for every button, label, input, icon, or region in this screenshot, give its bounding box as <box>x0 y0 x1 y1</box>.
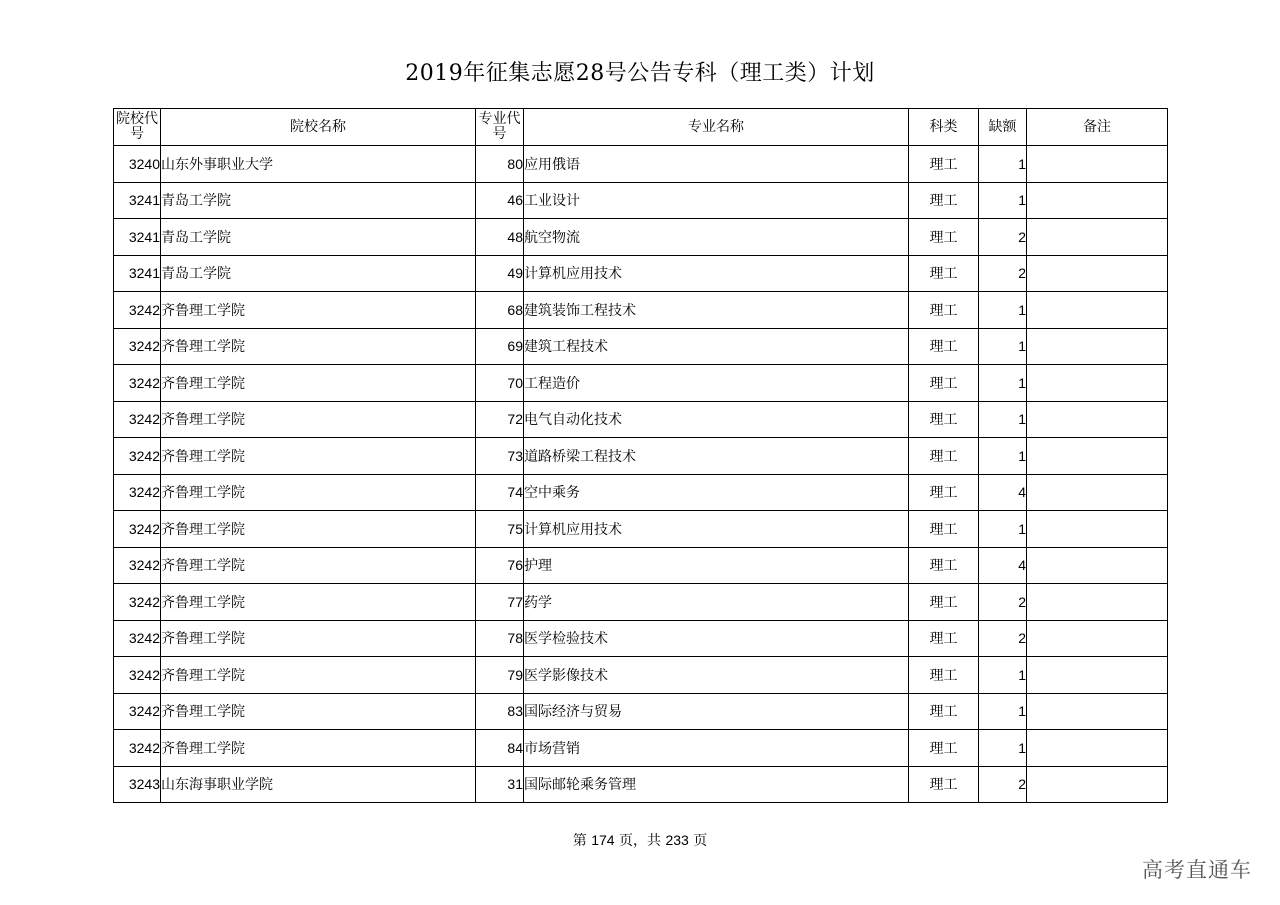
cell-major-code: 75 <box>476 511 524 548</box>
cell-remarks <box>1027 620 1168 657</box>
cell-school-code: 3242 <box>114 511 161 548</box>
cell-category: 理工 <box>909 584 979 621</box>
cell-school-name: 齐鲁理工学院 <box>161 547 476 584</box>
cell-category: 理工 <box>909 511 979 548</box>
cell-vacancy: 1 <box>979 146 1027 183</box>
footer-prefix: 第 <box>572 833 587 849</box>
table-row <box>114 620 1168 657</box>
header-row <box>114 109 1168 146</box>
cell-category: 理工 <box>909 474 979 511</box>
cell-remarks <box>1027 219 1168 256</box>
cell-remarks <box>1027 547 1168 584</box>
cell-school-name: 齐鲁理工学院 <box>161 328 476 365</box>
cell-school-name: 齐鲁理工学院 <box>161 620 476 657</box>
cell-school-name: 山东海事职业学院 <box>161 766 476 803</box>
cell-remarks <box>1027 766 1168 803</box>
cell-school-name: 青岛工学院 <box>161 219 476 256</box>
cell-school-name: 山东外事职业大学 <box>161 146 476 183</box>
cell-major-name: 电气自动化技术 <box>524 401 909 438</box>
cell-school-name: 齐鲁理工学院 <box>161 438 476 475</box>
table-body <box>114 146 1168 803</box>
cell-remarks <box>1027 511 1168 548</box>
cell-vacancy: 1 <box>979 511 1027 548</box>
table-row <box>114 657 1168 694</box>
plan-table <box>113 108 1168 803</box>
cell-vacancy: 1 <box>979 328 1027 365</box>
cell-category: 理工 <box>909 438 979 475</box>
cell-vacancy: 1 <box>979 292 1027 329</box>
cell-remarks <box>1027 401 1168 438</box>
cell-category: 理工 <box>909 620 979 657</box>
cell-vacancy: 1 <box>979 182 1027 219</box>
cell-school-code: 3242 <box>114 584 161 621</box>
cell-school-code: 3242 <box>114 693 161 730</box>
document-title: 2019年征集志愿28号公告专科（理工类）计划 <box>405 61 875 86</box>
cell-category: 理工 <box>909 766 979 803</box>
cell-category: 理工 <box>909 693 979 730</box>
cell-major-name: 航空物流 <box>524 219 909 256</box>
table-row <box>114 584 1168 621</box>
cell-school-code: 3242 <box>114 292 161 329</box>
cell-school-code: 3242 <box>114 620 161 657</box>
cell-school-code: 3241 <box>114 255 161 292</box>
cell-major-name: 药学 <box>524 584 909 621</box>
cell-major-name: 建筑装饰工程技术 <box>524 292 909 329</box>
cell-remarks <box>1027 365 1168 402</box>
header-school-code: 院校代号 <box>114 109 161 146</box>
table-row <box>114 474 1168 511</box>
table-row <box>114 511 1168 548</box>
cell-category: 理工 <box>909 146 979 183</box>
cell-major-name: 工程造价 <box>524 365 909 402</box>
cell-major-code: 76 <box>476 547 524 584</box>
cell-major-name: 护理 <box>524 547 909 584</box>
header-major-name: 专业名称 <box>524 109 909 146</box>
cell-school-name: 齐鲁理工学院 <box>161 474 476 511</box>
footer-total-pages: 233 <box>665 832 689 848</box>
cell-vacancy: 1 <box>979 693 1027 730</box>
cell-vacancy: 2 <box>979 219 1027 256</box>
table-row <box>114 547 1168 584</box>
cell-remarks <box>1027 730 1168 767</box>
cell-vacancy: 2 <box>979 255 1027 292</box>
cell-major-code: 70 <box>476 365 524 402</box>
header-category: 科类 <box>909 109 979 146</box>
cell-major-name: 道路桥梁工程技术 <box>524 438 909 475</box>
cell-school-name: 青岛工学院 <box>161 182 476 219</box>
cell-category: 理工 <box>909 401 979 438</box>
cell-category: 理工 <box>909 182 979 219</box>
cell-vacancy: 1 <box>979 438 1027 475</box>
cell-remarks <box>1027 146 1168 183</box>
cell-major-name: 医学影像技术 <box>524 657 909 694</box>
cell-major-name: 国际邮轮乘务管理 <box>524 766 909 803</box>
cell-school-code: 3241 <box>114 182 161 219</box>
table-row <box>114 766 1168 803</box>
cell-vacancy: 2 <box>979 620 1027 657</box>
cell-major-code: 72 <box>476 401 524 438</box>
cell-vacancy: 1 <box>979 401 1027 438</box>
cell-major-name: 工业设计 <box>524 182 909 219</box>
cell-major-code: 74 <box>476 474 524 511</box>
watermark-text: 高考直通车 <box>1142 858 1252 882</box>
cell-school-name: 青岛工学院 <box>161 255 476 292</box>
cell-major-name: 国际经济与贸易 <box>524 693 909 730</box>
cell-major-code: 83 <box>476 693 524 730</box>
cell-school-code: 3241 <box>114 219 161 256</box>
cell-major-code: 46 <box>476 182 524 219</box>
cell-major-code: 49 <box>476 255 524 292</box>
cell-major-code: 69 <box>476 328 524 365</box>
table-row <box>114 401 1168 438</box>
cell-school-code: 3242 <box>114 365 161 402</box>
cell-category: 理工 <box>909 547 979 584</box>
cell-remarks <box>1027 182 1168 219</box>
table-row <box>114 255 1168 292</box>
cell-school-code: 3242 <box>114 547 161 584</box>
cell-remarks <box>1027 693 1168 730</box>
cell-school-code: 3242 <box>114 474 161 511</box>
cell-school-name: 齐鲁理工学院 <box>161 401 476 438</box>
cell-vacancy: 1 <box>979 730 1027 767</box>
table-header <box>114 109 1168 146</box>
table-row <box>114 328 1168 365</box>
cell-category: 理工 <box>909 657 979 694</box>
cell-major-name: 应用俄语 <box>524 146 909 183</box>
cell-major-name: 空中乘务 <box>524 474 909 511</box>
cell-school-code: 3242 <box>114 730 161 767</box>
cell-school-code: 3240 <box>114 146 161 183</box>
cell-category: 理工 <box>909 328 979 365</box>
table-row <box>114 219 1168 256</box>
cell-vacancy: 2 <box>979 766 1027 803</box>
cell-major-code: 78 <box>476 620 524 657</box>
table-row <box>114 365 1168 402</box>
cell-remarks <box>1027 474 1168 511</box>
header-vacancy: 缺额 <box>979 109 1027 146</box>
cell-school-name: 齐鲁理工学院 <box>161 511 476 548</box>
cell-remarks <box>1027 584 1168 621</box>
cell-school-name: 齐鲁理工学院 <box>161 365 476 402</box>
footer-current-page: 174 <box>591 832 615 848</box>
cell-major-code: 31 <box>476 766 524 803</box>
cell-major-code: 80 <box>476 146 524 183</box>
cell-major-code: 48 <box>476 219 524 256</box>
cell-school-code: 3243 <box>114 766 161 803</box>
cell-major-name: 医学检验技术 <box>524 620 909 657</box>
footer-suffix: 页 <box>693 833 708 849</box>
cell-school-name: 齐鲁理工学院 <box>161 292 476 329</box>
cell-school-code: 3242 <box>114 328 161 365</box>
cell-major-code: 77 <box>476 584 524 621</box>
page-footer <box>0 830 1280 850</box>
cell-vacancy: 4 <box>979 547 1027 584</box>
cell-major-code: 73 <box>476 438 524 475</box>
cell-school-name: 齐鲁理工学院 <box>161 584 476 621</box>
cell-category: 理工 <box>909 219 979 256</box>
cell-category: 理工 <box>909 730 979 767</box>
cell-major-name: 计算机应用技术 <box>524 511 909 548</box>
table-row <box>114 693 1168 730</box>
cell-major-name: 市场营销 <box>524 730 909 767</box>
table-row <box>114 730 1168 767</box>
cell-vacancy: 1 <box>979 657 1027 694</box>
footer-middle: 页，共 <box>619 833 661 849</box>
header-major-code: 专业代号 <box>476 109 524 146</box>
cell-remarks <box>1027 328 1168 365</box>
table-row <box>114 438 1168 475</box>
cell-remarks <box>1027 438 1168 475</box>
table-row <box>114 292 1168 329</box>
cell-major-name: 计算机应用技术 <box>524 255 909 292</box>
cell-major-code: 84 <box>476 730 524 767</box>
cell-vacancy: 1 <box>979 365 1027 402</box>
cell-school-code: 3242 <box>114 438 161 475</box>
table-row <box>114 146 1168 183</box>
cell-school-code: 3242 <box>114 657 161 694</box>
header-remarks: 备注 <box>1027 109 1168 146</box>
cell-major-code: 79 <box>476 657 524 694</box>
cell-remarks <box>1027 292 1168 329</box>
header-school-name: 院校名称 <box>161 109 476 146</box>
cell-major-code: 68 <box>476 292 524 329</box>
cell-remarks <box>1027 255 1168 292</box>
cell-school-name: 齐鲁理工学院 <box>161 693 476 730</box>
cell-remarks <box>1027 657 1168 694</box>
cell-vacancy: 4 <box>979 474 1027 511</box>
cell-category: 理工 <box>909 365 979 402</box>
cell-major-name: 建筑工程技术 <box>524 328 909 365</box>
cell-school-name: 齐鲁理工学院 <box>161 657 476 694</box>
cell-school-code: 3242 <box>114 401 161 438</box>
cell-category: 理工 <box>909 292 979 329</box>
table-row <box>114 182 1168 219</box>
cell-category: 理工 <box>909 255 979 292</box>
cell-school-name: 齐鲁理工学院 <box>161 730 476 767</box>
cell-vacancy: 2 <box>979 584 1027 621</box>
